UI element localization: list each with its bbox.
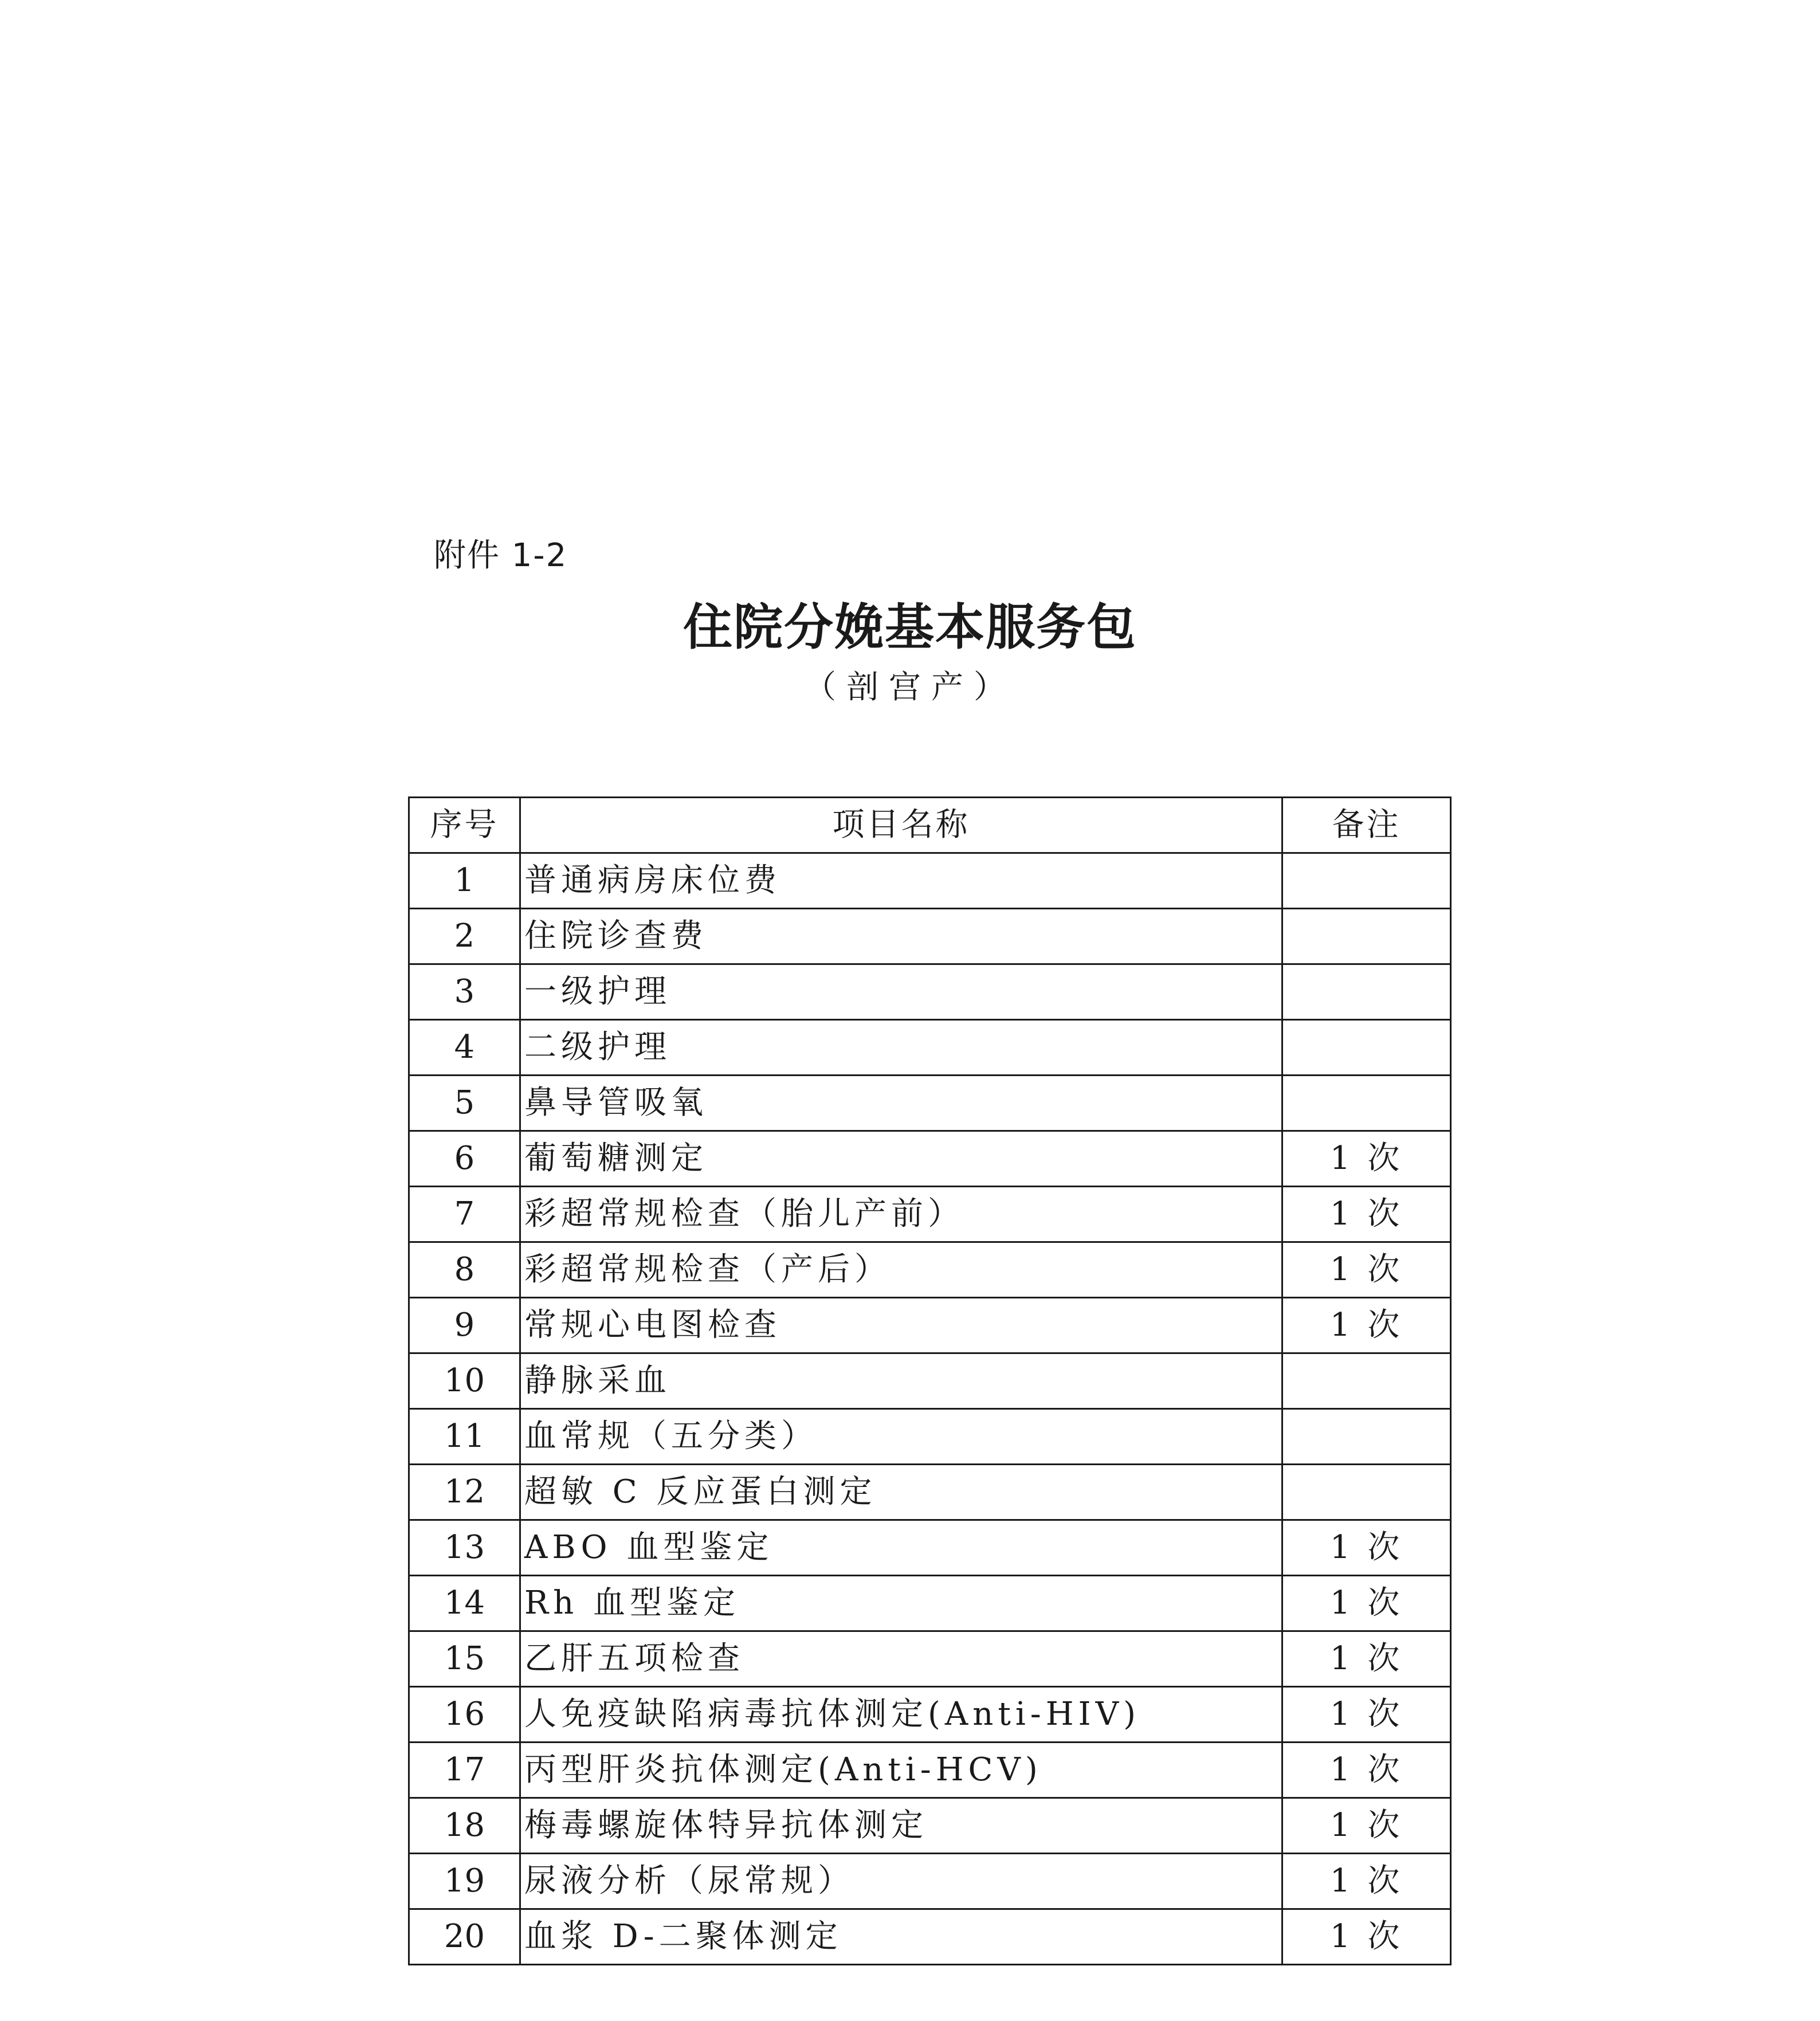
table-row [409,1909,1451,1965]
row-remark: 1 次 [1282,1854,1451,1909]
row-item-name: 一级护理 [520,964,1282,1020]
row-number: 11 [409,1409,520,1465]
row-remark [1282,964,1451,1020]
row-number: 20 [409,1909,520,1965]
row-item-name: ABO 血型鉴定 [520,1520,1282,1576]
table-row [409,1020,1451,1076]
row-number: 17 [409,1743,520,1798]
table-row [409,1743,1451,1798]
row-remark [1282,1465,1451,1520]
table-row [409,1854,1451,1909]
column-header-remarks: 备注 [1282,798,1451,853]
row-item-name: 住院诊查费 [520,909,1282,964]
row-item-name: 梅毒螺旋体特异抗体测定 [520,1798,1282,1854]
row-item-name: 常规心电图检查 [520,1298,1282,1353]
table-row [409,1798,1451,1854]
table-row [409,853,1451,909]
row-number: 18 [409,1798,520,1854]
row-item-name: 葡萄糖测定 [520,1131,1282,1187]
row-item-name: 彩超常规检查（产后） [520,1242,1282,1298]
page-subtitle: （剖宫产） [804,669,1016,706]
row-number: 1 [409,853,520,909]
row-remark: 1 次 [1282,1242,1451,1298]
row-number: 8 [409,1242,520,1298]
row-number: 9 [409,1298,520,1353]
row-remark [1282,909,1451,964]
row-number: 5 [409,1076,520,1131]
row-item-name: 尿液分析（尿常规） [520,1854,1282,1909]
row-item-name: Rh 血型鉴定 [520,1576,1282,1631]
table-row [409,1076,1451,1131]
table-row [409,909,1451,964]
row-item-name: 彩超常规检查（胎儿产前） [520,1187,1282,1242]
row-remark: 1 次 [1282,1631,1451,1687]
row-item-name: 静脉采血 [520,1353,1282,1409]
table-row [409,1298,1451,1353]
table-row [409,1576,1451,1631]
row-remark [1282,1076,1451,1131]
row-remark: 1 次 [1282,1187,1451,1242]
attachment-label: 附件 1-2 [434,537,568,574]
row-remark: 1 次 [1282,1576,1451,1631]
row-number: 7 [409,1187,520,1242]
row-number: 3 [409,964,520,1020]
row-remark: 1 次 [1282,1520,1451,1576]
row-item-name: 乙肝五项检查 [520,1631,1282,1687]
row-number: 16 [409,1687,520,1743]
table-row [409,1187,1451,1242]
table-row [409,1242,1451,1298]
row-number: 10 [409,1353,520,1409]
row-remark: 1 次 [1282,1798,1451,1854]
table-row [409,1687,1451,1743]
table-row [409,1465,1451,1520]
table-row [409,964,1451,1020]
service-package-table [408,796,1452,1965]
row-remark [1282,853,1451,909]
row-number: 2 [409,909,520,964]
row-remark: 1 次 [1282,1131,1451,1187]
table-row [409,1409,1451,1465]
row-remark [1282,1409,1451,1465]
row-number: 14 [409,1576,520,1631]
row-number: 4 [409,1020,520,1076]
table-row [409,1631,1451,1687]
row-remark: 1 次 [1282,1298,1451,1353]
row-item-name: 鼻导管吸氧 [520,1076,1282,1131]
row-remark: 1 次 [1282,1743,1451,1798]
column-header-item-name: 项目名称 [520,798,1282,853]
row-item-name: 血常规（五分类） [520,1409,1282,1465]
row-item-name: 二级护理 [520,1020,1282,1076]
row-item-name: 人免疫缺陷病毒抗体测定(Anti-HIV) [520,1687,1282,1743]
table-row [409,1520,1451,1576]
row-number: 15 [409,1631,520,1687]
row-remark [1282,1020,1451,1076]
row-item-name: 普通病房床位费 [520,853,1282,909]
table-row [409,1131,1451,1187]
table-row [409,1353,1451,1409]
row-remark: 1 次 [1282,1909,1451,1965]
row-item-name: 丙型肝炎抗体测定(Anti-HCV) [520,1743,1282,1798]
row-number: 13 [409,1520,520,1576]
row-number: 19 [409,1854,520,1909]
column-header-number: 序号 [409,798,520,853]
row-item-name: 血浆 D-二聚体测定 [520,1909,1282,1965]
row-remark: 1 次 [1282,1687,1451,1743]
row-number: 12 [409,1465,520,1520]
row-remark [1282,1353,1451,1409]
table-header-row [409,798,1451,853]
row-number: 6 [409,1131,520,1187]
row-item-name: 超敏 C 反应蛋白测定 [520,1465,1282,1520]
page-title: 住院分娩基本服务包 [683,598,1137,656]
